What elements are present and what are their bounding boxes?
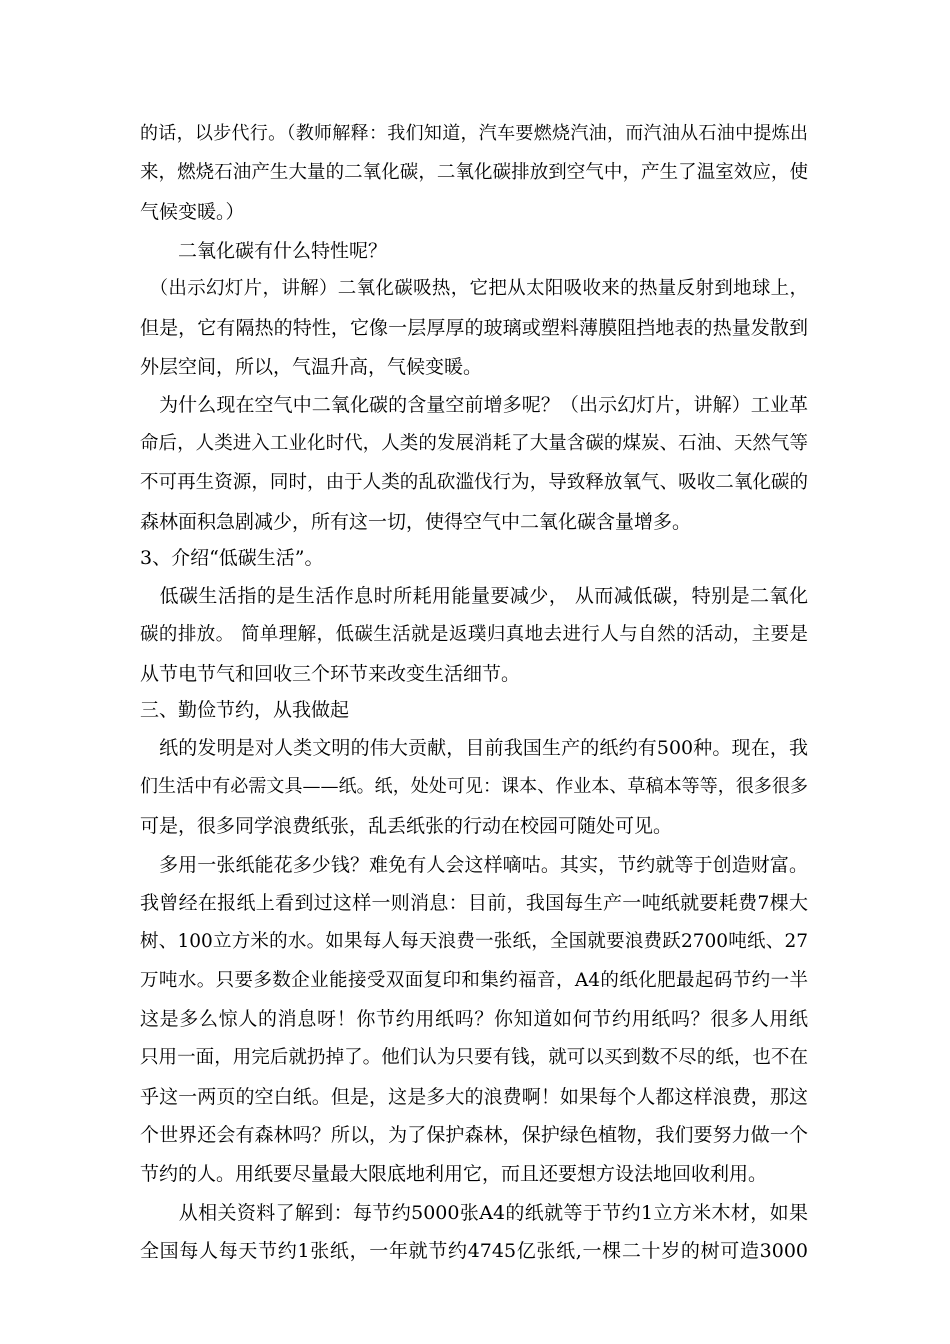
text-line: 们生活中有必需文具——纸。纸，处处可见：课本、作业本、草稿本等等，很多很多 bbox=[140, 776, 808, 797]
text-line: 外层空间，所以，气温升高，气候变暖。 bbox=[140, 356, 483, 378]
text-line: 节约的人。用纸要尽量最大限底地利用它，而且还要想方设法地回收利用。 bbox=[140, 1163, 768, 1185]
text-line: 万吨水。只要多数企业能接受双面复印和集约福音，A4的纸化肥最起码节约一半 bbox=[140, 970, 808, 991]
text-line: 多用一张纸能花多少钱？难免有人会这样嘀咕。其实，节约就等于创造财富。 bbox=[140, 854, 808, 876]
text-line: 可是，很多同学浪费纸张，乱丢纸张的行动在校园可随处可见。 bbox=[140, 815, 673, 837]
text-line: 我曾经在报纸上看到过这样一则消息：目前，我国每生产一吨纸就要耗费7棵大 bbox=[140, 892, 808, 914]
text-line: 气候变暖。） bbox=[140, 201, 245, 223]
text-line: 这是多么惊人的消息呀！你节约用纸吗？你知道如何节约用纸吗？很多人用纸 bbox=[140, 1008, 808, 1030]
text-line: 来，燃烧石油产生大量的二氧化碳，二氧化碳排放到空气中，产生了温室效应，使 bbox=[140, 162, 808, 183]
text-line: 森林面积急剧减少，所有这一切，使得空气中二氧化碳含量增多。 bbox=[140, 511, 692, 533]
text-line: 树、100立方米的水。如果每人每天浪费一张纸，全国就要浪费跃2700吨纸、27 bbox=[140, 931, 808, 952]
text-line: 乎这一两页的空白纸。但是，这是多大的浪费啊！如果每个人都这样浪费，那这 bbox=[140, 1086, 808, 1108]
text-line: 碳的排放。 简单理解，低碳生活就是返璞归真地去进行人与自然的活动，主要是 bbox=[140, 624, 808, 645]
text-line: 纸的发明是对人类文明的伟大贡献，目前我国生产的纸约有500种。现在，我 bbox=[140, 737, 808, 759]
text-line: 从节电节气和回收三个环节来改变生活细节。 bbox=[140, 663, 521, 685]
section-question: 二氧化碳有什么特性呢？ bbox=[140, 240, 388, 262]
text-line: 不可再生资源，同时，由于人类的乱砍滥伐行为，导致释放氧气、吸收二氧化碳的 bbox=[140, 472, 808, 493]
text-line: 只用一面，用完后就扔掉了。他们认为只要有钱，就可以买到数不尽的纸，也不在 bbox=[140, 1047, 808, 1068]
text-line: 低碳生活指的是生活作息时所耗用能量要减少， 从而减低碳，特别是二氧化 bbox=[140, 585, 808, 607]
text-line: 但是，它有隔热的特性，它像一层厚厚的玻璃或塑料薄膜阻挡地表的热量发散到 bbox=[140, 317, 808, 339]
text-line: 命后，人类进入工业化时代，人类的发展消耗了大量含碳的煤炭、石油、天然气等 bbox=[140, 433, 808, 454]
text-line: 个世界还会有森林吗？所以，为了保护森林，保护绿色植物，我们要努力做一个 bbox=[140, 1124, 808, 1146]
text-line: 从相关资料了解到：每节约5000张A4的纸就等于节约1立方米木材，如果 bbox=[140, 1202, 808, 1224]
section-heading: 三、勤俭节约，从我做起 bbox=[140, 699, 350, 721]
text-line: （出示幻灯片，讲解）二氧化碳吸热，它把从太阳吸收来的热量反射到地球上， bbox=[140, 278, 808, 299]
text-line: 全国每人每天节约1张纸，一年就节约4745亿张纸,一棵二十岁的树可造3000 bbox=[140, 1240, 808, 1262]
section-heading: 3、介绍“低碳生活”。 bbox=[140, 547, 324, 569]
text-line: 的话，以步代行。（教师解释：我们知道，汽车要燃烧汽油，而汽油从石油中提炼出 bbox=[140, 123, 808, 144]
text-line: 为什么现在空气中二氧化碳的含量空前增多呢？（出示幻灯片，讲解）工业革 bbox=[140, 394, 808, 416]
